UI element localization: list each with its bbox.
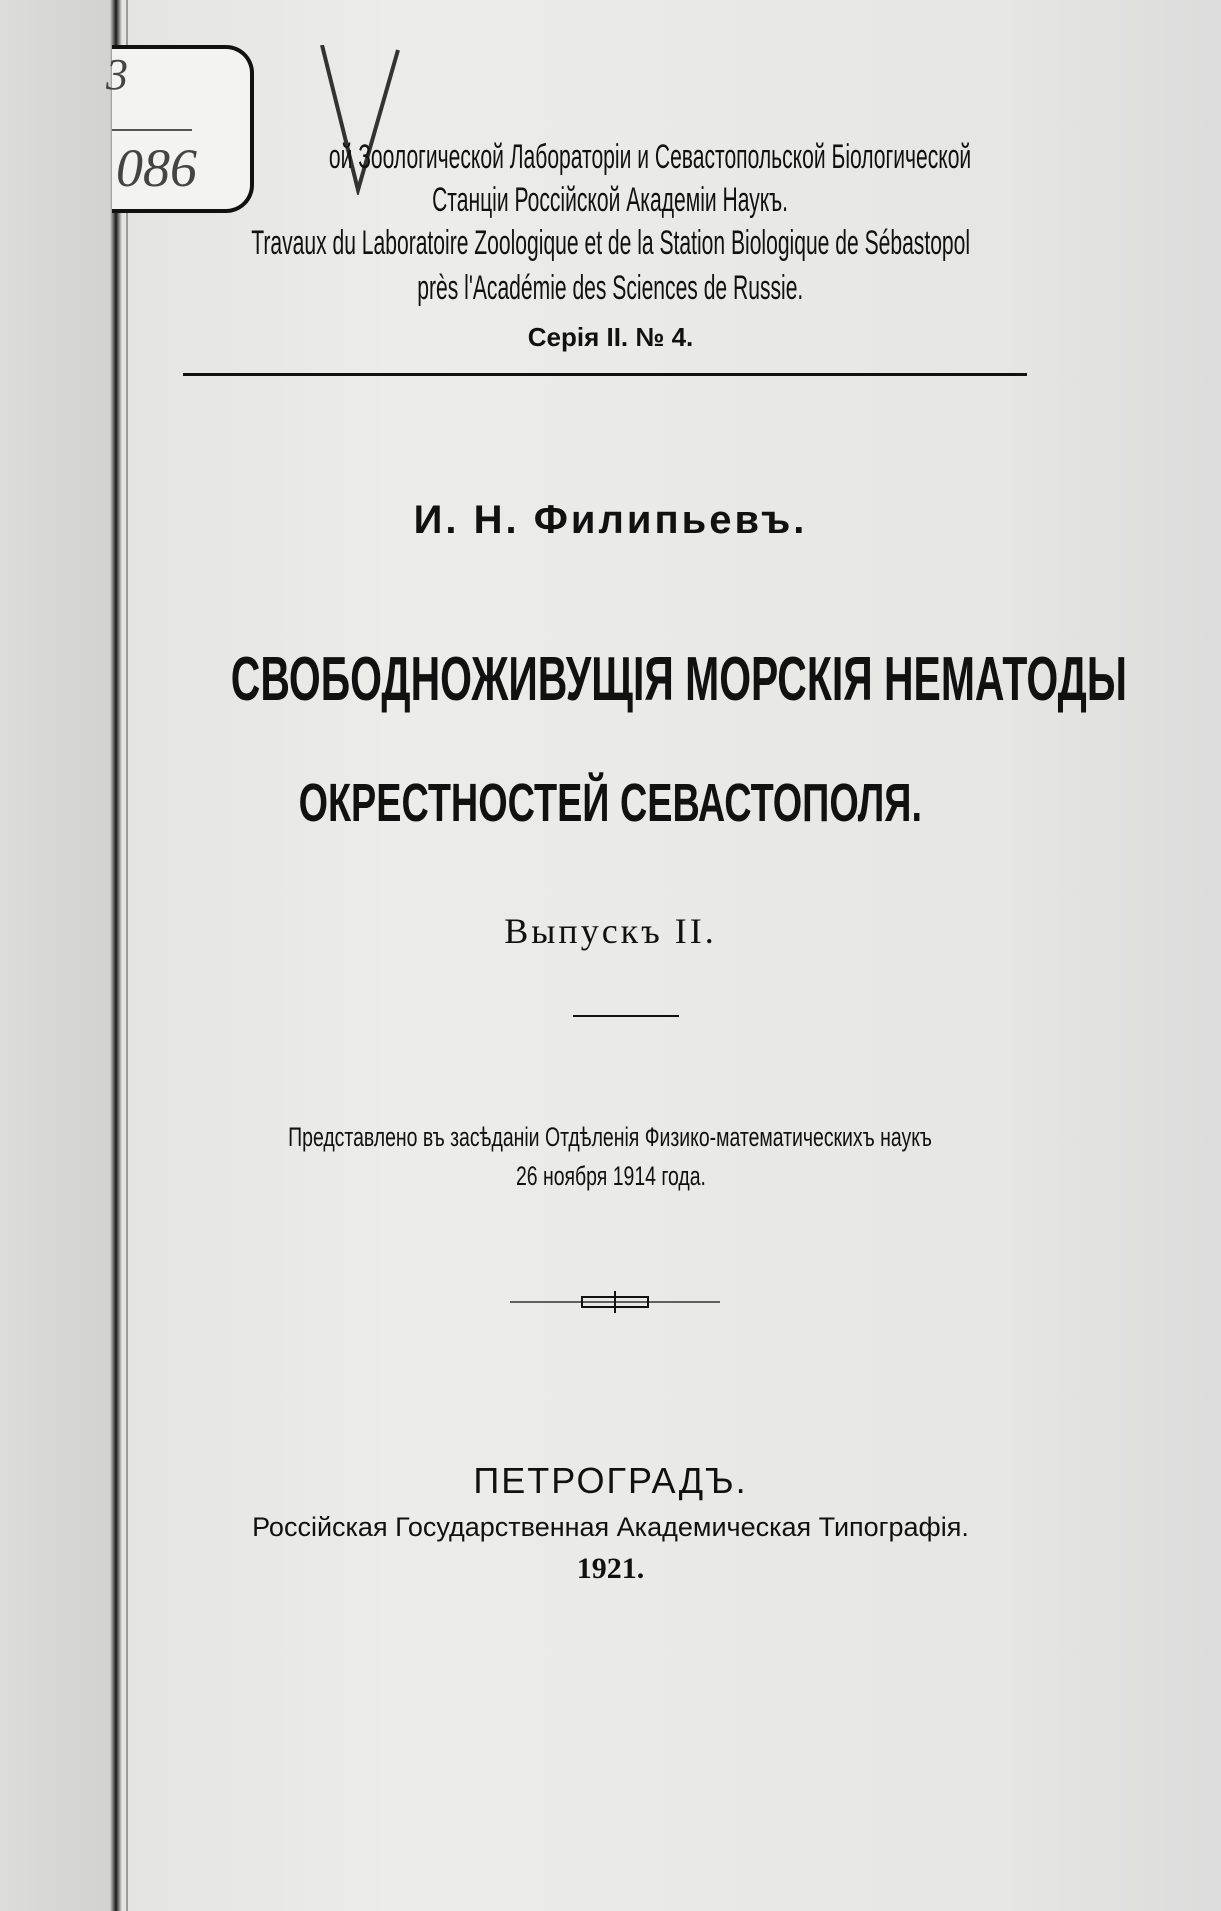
presented-line-1 xyxy=(0,1122,1221,1153)
header-line-2 xyxy=(0,181,1221,220)
author-name: И. Н. Филипьевъ. xyxy=(413,498,808,542)
presented-line-2-text: 26 ноября 1914 года. xyxy=(515,1161,706,1191)
header-rule xyxy=(183,373,1027,376)
header-line-3 xyxy=(0,224,1221,263)
ornament-divider-icon xyxy=(510,1290,720,1314)
title-line-2-text: ОКРЕСТНОСТЕЙ СЕВАСТОПОЛЯ. xyxy=(298,773,923,833)
stamp-shelf-mark: 3 xyxy=(106,50,128,99)
title-line-2 xyxy=(0,772,1221,834)
title-line-1 xyxy=(0,644,1221,715)
header-line-2-text: Станціи Россійской Академіи Наукъ. xyxy=(432,181,789,219)
presented-line-2 xyxy=(0,1161,1221,1192)
title-line-1-text: СВОБОДНОЖИВУЩІЯ МОРСКІЯ НЕМАТОДЫ xyxy=(230,645,1127,714)
stamp-divider xyxy=(112,129,192,131)
short-divider xyxy=(573,1015,679,1017)
imprint-printer: Россійская Государственная Академическая Типографія. xyxy=(252,1512,969,1542)
imprint-year: 1921. xyxy=(576,1552,645,1585)
imprint-city: ПЕТРОГРАДЪ. xyxy=(473,1460,748,1501)
header-line-1 xyxy=(0,138,1221,177)
header-line-4-text: près l'Académie des Sciences de Russie. xyxy=(417,269,804,307)
header-line-3-text: Travaux du Laboratoire Zoologique et de la Station Biologique de Sébastopol xyxy=(251,224,970,262)
presented-line-1-text: Представлено въ засѣданіи Отдѣленія Физико-математическихъ наукъ xyxy=(288,1122,933,1152)
issue-label: Выпускъ II. xyxy=(504,911,717,951)
header-line-4 xyxy=(0,269,1221,308)
header-line-1-text: ой Зоологической Лабораторіи и Севастопольской Біологической xyxy=(329,138,972,176)
stamp-number: 086 xyxy=(116,138,197,198)
series-label: Серія II. № 4. xyxy=(527,322,694,352)
